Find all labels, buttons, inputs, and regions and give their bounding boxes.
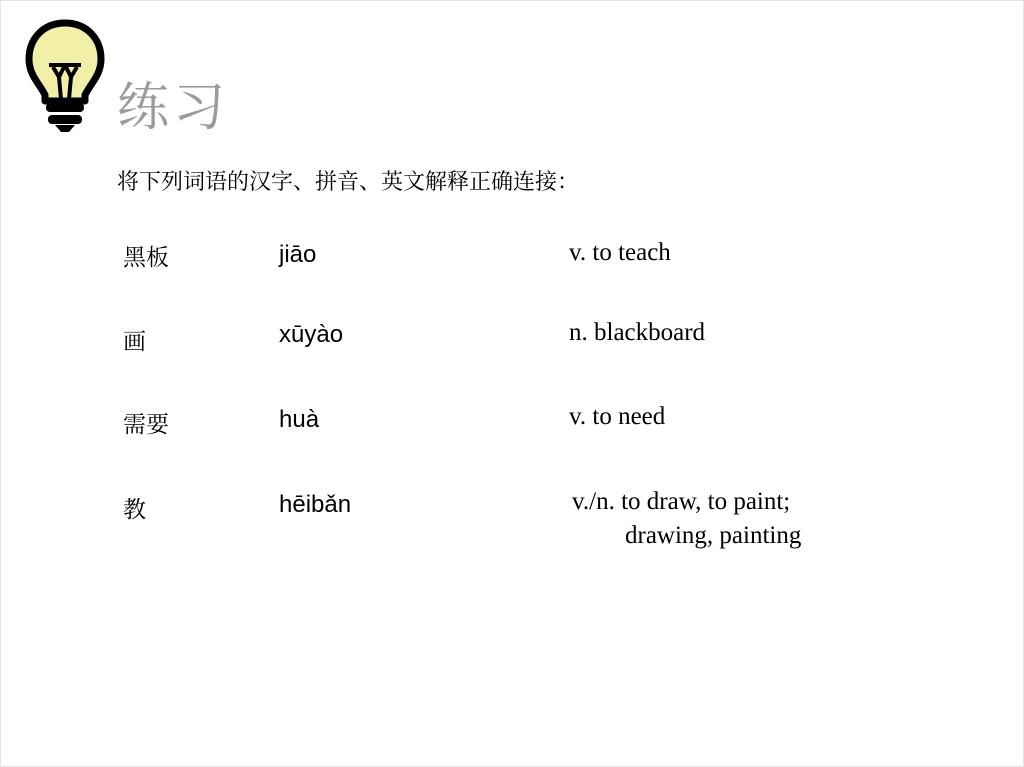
hanzi-item[interactable]: 黑板 (123, 245, 169, 271)
lightbulb-icon (25, 19, 105, 135)
english-item[interactable]: v. to teach (569, 239, 671, 266)
page-title: 练习 (117, 78, 230, 138)
english-item[interactable]: v. to need (569, 403, 666, 430)
english-item[interactable]: v./n. to draw, to paint; (572, 488, 791, 515)
instruction-text: 将下列词语的汉字、拼音、英文解释正确连接： (117, 170, 580, 195)
pinyin-item[interactable]: huà (279, 406, 320, 433)
pinyin-item[interactable]: jiāo (279, 241, 317, 268)
pinyin-item[interactable]: xūyào (279, 321, 344, 348)
hanzi-item[interactable]: 需要 (123, 412, 169, 438)
hanzi-item[interactable]: 教 (123, 497, 146, 523)
english-item-continuation: drawing, painting (625, 522, 802, 549)
pinyin-item[interactable]: hēibǎn (279, 491, 352, 518)
english-item[interactable]: n. blackboard (569, 319, 706, 346)
hanzi-item[interactable]: 画 (123, 329, 146, 355)
